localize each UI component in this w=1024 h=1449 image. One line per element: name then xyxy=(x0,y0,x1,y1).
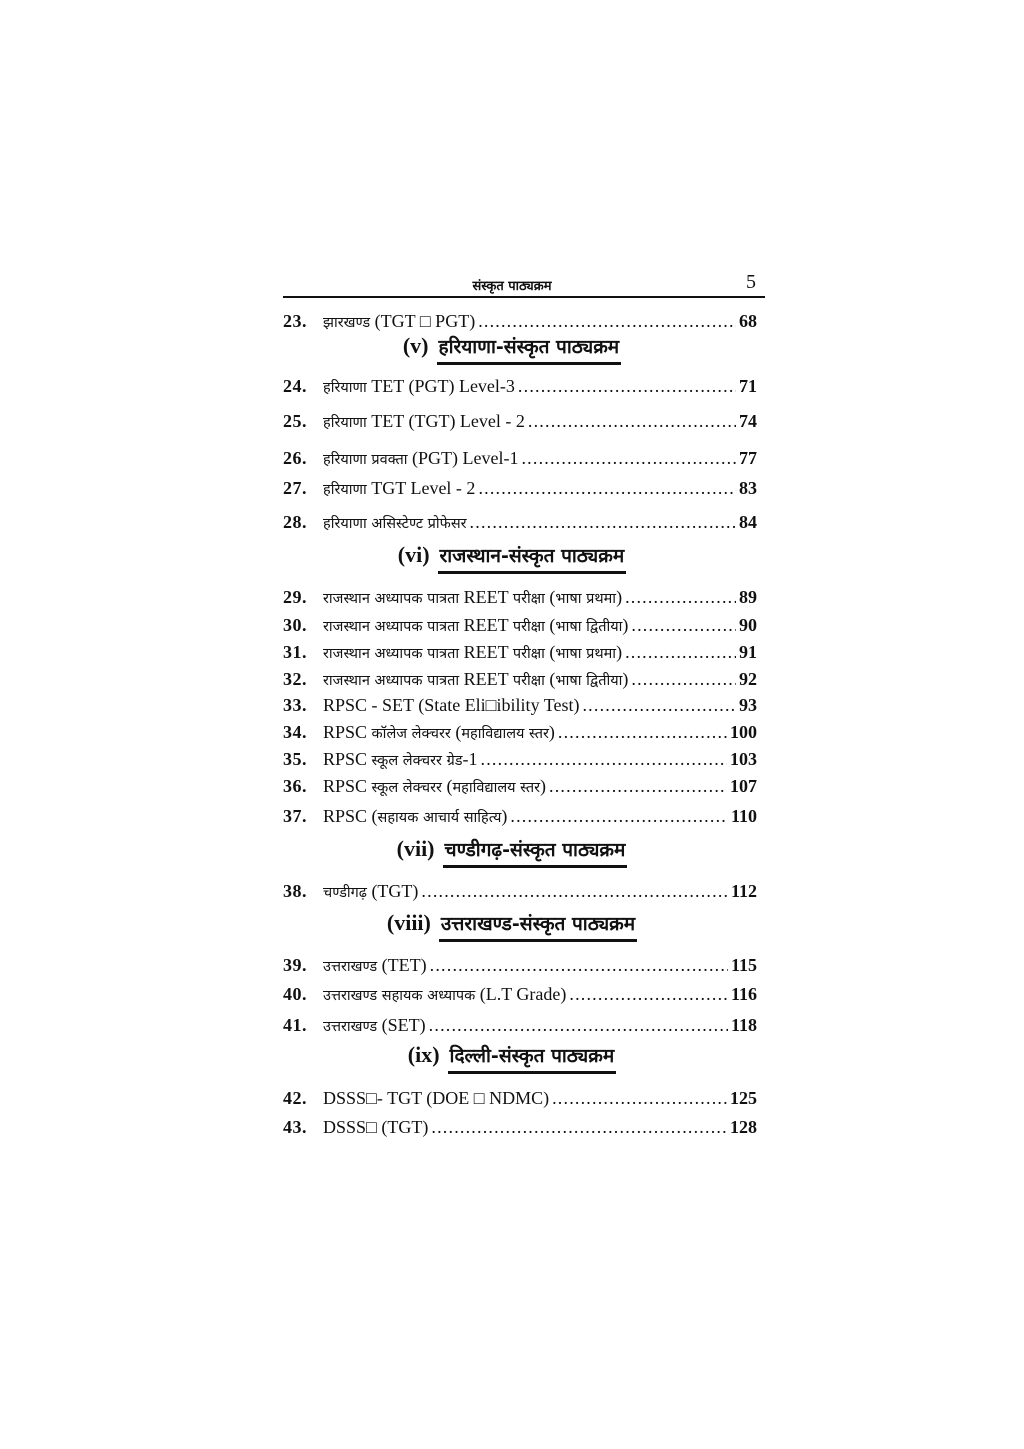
toc-entry-number: 40. xyxy=(283,984,307,1004)
section-heading xyxy=(0,333,1024,367)
toc-entry-number: 29. xyxy=(283,587,307,607)
section-title: राजस्थान-संस्कृत पाठ्यक्रम xyxy=(438,542,627,574)
dot-leader xyxy=(549,776,727,797)
dot-leader xyxy=(625,587,736,608)
toc-entry-number: 28. xyxy=(283,512,307,532)
toc-entry-number: 25. xyxy=(283,411,307,431)
dot-leader xyxy=(431,1117,727,1138)
toc-entry-number: 41. xyxy=(283,1015,307,1035)
toc-entry-number: 31. xyxy=(283,642,307,662)
dot-leader xyxy=(421,881,728,902)
toc-entry-title: चण्डीगढ़ (TGT) xyxy=(323,881,419,901)
section-roman-numeral: (viii) xyxy=(386,910,431,935)
toc-entry-page: 93 xyxy=(739,695,757,715)
dot-leader xyxy=(625,642,736,663)
toc-entry-title: RPSC कॉलेज लेक्चरर (महाविद्यालय स्तर) xyxy=(323,722,555,742)
section-heading xyxy=(0,910,1024,944)
section-heading xyxy=(0,542,1024,576)
dot-leader xyxy=(478,478,736,499)
toc-entry-page: 115 xyxy=(730,955,757,975)
toc-entry-page: 128 xyxy=(730,1117,757,1137)
toc-entry-title: झारखण्ड (TGT □ PGT) xyxy=(323,311,476,331)
toc-entry xyxy=(283,376,757,400)
toc-entry xyxy=(283,955,757,979)
toc-entry-page: 89 xyxy=(739,587,757,607)
toc-entry xyxy=(283,806,757,830)
toc-entry-title: राजस्थान अध्यापक पात्रता REET परीक्षा (भाषा प्रथमा) xyxy=(323,587,623,607)
dot-leader xyxy=(552,1088,727,1109)
toc-entry-number: 27. xyxy=(283,478,307,498)
toc-entry xyxy=(283,642,757,666)
toc-entry-title: राजस्थान अध्यापक पात्रता REET परीक्षा (भाषा द्वितीया) xyxy=(323,615,629,635)
section-title: चण्डीगढ़-संस्कृत पाठ्यक्रम xyxy=(443,836,628,868)
toc-entry-title: हरियाणा TET (PGT) Level-3 xyxy=(323,376,515,396)
section-title: उत्तराखण्ड-संस्कृत पाठ्यक्रम xyxy=(439,910,637,942)
toc-entry-title: DSSS□ (TGT) xyxy=(323,1117,429,1137)
toc-entry xyxy=(283,448,757,472)
toc-entry-title: हरियाणा प्रवक्ता (PGT) Level-1 xyxy=(323,448,519,468)
toc-entry-page: 68 xyxy=(739,311,757,331)
toc-entry-title: RPSC स्कूल लेक्चरर (महाविद्यालय स्तर) xyxy=(323,776,547,796)
toc-entry-page: 71 xyxy=(739,376,757,396)
dot-leader xyxy=(582,695,736,716)
toc-entry-title: हरियाणा TGT Level - 2 xyxy=(323,478,476,498)
dot-leader xyxy=(430,955,728,976)
dot-leader xyxy=(470,512,736,533)
dot-leader xyxy=(510,806,728,827)
toc-entry-title: राजस्थान अध्यापक पात्रता REET परीक्षा (भाषा प्रथमा) xyxy=(323,642,623,662)
toc-entry-title: हरियाणा असिस्टेण्ट प्रोफेसर xyxy=(323,516,467,532)
section-title: दिल्ली-संस्कृत पाठ्यक्रम xyxy=(448,1042,617,1074)
section-roman-numeral: (ix) xyxy=(407,1042,440,1067)
dot-leader xyxy=(631,615,736,636)
toc-entry-page: 110 xyxy=(730,806,757,826)
toc-entry-number: 39. xyxy=(283,955,307,975)
toc-entry-number: 37. xyxy=(283,806,307,826)
toc-entry-title: DSSS□- TGT (DOE □ NDMC) xyxy=(323,1088,550,1108)
section-title: हरियाणा-संस्कृत पाठ्यक्रम xyxy=(437,333,622,365)
dot-leader xyxy=(558,722,727,743)
section-roman-numeral: (vi) xyxy=(397,542,430,567)
toc-entry-title: उत्तराखण्ड (TET) xyxy=(323,955,427,975)
section-roman-numeral: (vii) xyxy=(396,836,435,861)
toc-entry-page: 112 xyxy=(730,881,757,901)
toc-entry xyxy=(283,669,757,693)
toc-entry-number: 30. xyxy=(283,615,307,635)
dot-leader xyxy=(478,311,736,332)
toc-entry-title: RPSC (सहायक आचार्य साहित्य) xyxy=(323,806,508,826)
dot-leader xyxy=(521,448,736,469)
toc-entry-page: 77 xyxy=(739,448,757,468)
toc-entry xyxy=(283,512,757,536)
dot-leader xyxy=(528,411,736,432)
toc-entry-page: 74 xyxy=(739,411,757,431)
toc-entry-page: 103 xyxy=(730,749,757,769)
toc-entry-number: 35. xyxy=(283,749,307,769)
toc-entry-number: 33. xyxy=(283,695,307,715)
toc-entry xyxy=(283,478,757,502)
toc-entry xyxy=(283,749,757,773)
toc-entry-page: 84 xyxy=(739,512,757,532)
toc-entry-number: 42. xyxy=(283,1088,307,1108)
dot-leader xyxy=(481,749,727,770)
toc-entry-number: 34. xyxy=(283,722,307,742)
section-heading xyxy=(0,836,1024,870)
toc-entry-page: 116 xyxy=(730,984,757,1004)
section-heading xyxy=(0,1042,1024,1076)
toc-entry xyxy=(283,776,757,800)
toc-entry-page: 125 xyxy=(730,1088,757,1108)
dot-leader xyxy=(631,669,736,690)
toc-entry-title: उत्तराखण्ड सहायक अध्यापक (L.T Grade) xyxy=(323,984,567,1004)
toc-entry-page: 100 xyxy=(730,722,757,742)
toc-entry-page: 83 xyxy=(739,478,757,498)
toc-entry-page: 91 xyxy=(739,642,757,662)
toc-entry xyxy=(283,1015,757,1039)
toc-entry-number: 23. xyxy=(283,311,307,331)
toc-entry xyxy=(283,587,757,611)
page-number: 5 xyxy=(746,271,756,293)
toc-entry-title: हरियाणा TET (TGT) Level - 2 xyxy=(323,411,525,431)
toc-entry xyxy=(283,722,757,746)
toc-entry xyxy=(283,311,757,335)
toc-entry xyxy=(283,615,757,639)
toc-entry-page: 92 xyxy=(739,669,757,689)
toc-entry-page: 107 xyxy=(730,776,757,796)
toc-entry xyxy=(283,411,757,435)
toc-entry-page: 118 xyxy=(730,1015,757,1035)
dot-leader xyxy=(518,376,736,397)
toc-entry xyxy=(283,984,757,1008)
section-roman-numeral: (v) xyxy=(402,333,429,358)
toc-entry-number: 36. xyxy=(283,776,307,796)
toc-entry-number: 26. xyxy=(283,448,307,468)
toc-entry xyxy=(283,695,757,719)
header-rule xyxy=(283,296,765,298)
running-header-title: संस्कृत पाठ्यक्रम xyxy=(472,279,552,294)
toc-entry-number: 43. xyxy=(283,1117,307,1137)
toc-entry xyxy=(283,1117,757,1141)
toc-entry-number: 24. xyxy=(283,376,307,396)
dot-leader xyxy=(429,1015,728,1036)
toc-entry-number: 32. xyxy=(283,669,307,689)
toc-entry-title: RPSC - SET (State Eli□ibility Test) xyxy=(323,695,580,715)
toc-entry-title: उत्तराखण्ड (SET) xyxy=(323,1015,426,1035)
toc-entry-number: 38. xyxy=(283,881,307,901)
dot-leader xyxy=(569,984,728,1005)
toc-entry-title: RPSC स्कूल लेक्चरर ग्रेड-1 xyxy=(323,749,478,769)
toc-entry xyxy=(283,881,757,905)
toc-entry xyxy=(283,1088,757,1112)
toc-entry-page: 90 xyxy=(739,615,757,635)
toc-entry-title: राजस्थान अध्यापक पात्रता REET परीक्षा (भाषा द्वितीया) xyxy=(323,669,629,689)
